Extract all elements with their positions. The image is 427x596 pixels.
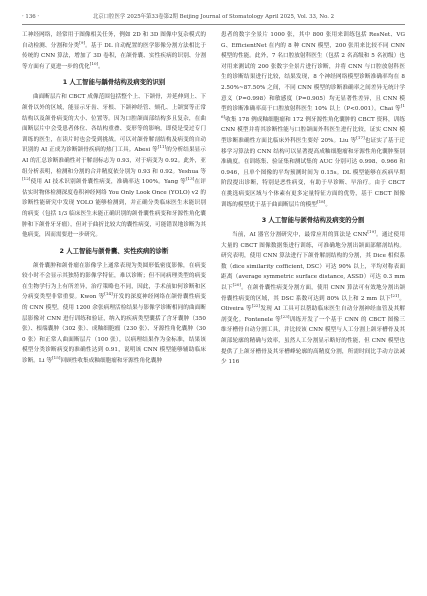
citation-ref: [15] [52,355,61,361]
journal-citation-line: 北京口腔医学 2025年第33卷第2期 Beijing Journal of Stomatology April 2025, Vol. 33, No. 2 [92,14,335,20]
citation-ref: [10] [89,60,99,66]
left-column [22,30,206,367]
paragraph-section-2: 颌骨囊肿和颌骨瘤在影像学上通常表现为类圆形低密度影像，在病变较小时不会显示其独特的影像学特征，难以诊断；但不同病理类型的病变在生物学行为上有所差异，治疗策略也不同，因此，手术前如何诊断和区分病变类型非常重要。Kwon 等[14]开发的深度神经网络在颌骨囊性病变的 CNN 模型，使用 1200 余张病理活检结果与影像学诊断相同的曲面断层影像对 CNN 进行训练和验证，纳入的疾病类型囊括了含牙囊肿（350 张）、根端囊肿（302 张）、成釉细胞瘤（230 张）、牙源性角化囊肿（300 张）和正常人曲面断层片（100 张），以病理结果作为金标准，结果该模型分类诊断病变的准确性达到 0.91，说明该 CNN 模型能够辅助临床诊断。Li 等[15]回顾性收集成釉细胞瘤和牙源性角化囊肿 [22,262,207,365]
citation-ref: [20] [232,282,242,288]
citation-ref: [12] [22,176,31,182]
citation-ref: [16] [221,103,405,119]
citation-ref: [17] [356,134,365,140]
citation-ref: [18] [316,198,326,204]
citation-ref: [19] [367,229,376,235]
citation-ref: [11] [157,144,167,150]
section-heading-2: 2 人工智能与颌骨囊、实性疾病的诊断 [59,246,169,255]
citation-ref: [22] [251,303,261,309]
paragraph-section-1: 曲面断层片和 CBCT 成像范围包括整个上、下颌骨，并延伸到上、下颌骨以外的区域，能显示牙齿、牙根、下颌神经管、颏孔、上颌窦等正常结构以及颌骨病变的大小、位置等。因为口腔颌面部结构多且复杂，在曲面断层片中会受患者体位、各结构重叠、变形等的影响，即使是受过专门训练的医生，在读片时也会受到挑战。可以对颌骨解剖结构及病变的自动识别的 AI 正成为诊断颌骨疾病的热门工具。Abesi 等[11]的分析结果显示 AI 的汇总诊断准确性对于解剖标志为 0.93，对于病变为 0.92。此外，亚组分析表明，检测和分割的合并精度依分别为 0.93 和 0.92。Yeshua 等[12]使用 AI 技术识别颌骨囊性病变，准确率达 100%。Yang 等[13]在评估实时物体检测深度卷积神经网络 You Only Look Once (YOLO) v2 的诊断性能研究中发现 YOLO 能够检测到，并正确分类临床医生未能识别的病变（包括 1/3 临床医生未能正确识别的颌骨囊性病变和牙源性角化囊肿和下颌骨牙牙瘤），但对于曲折比较大的囊性病变，可能错误地诊断为其他病变，因而需要进一步研究。 [22,94,207,239]
section-heading-1: 1 人工智能与龋骨结构及病变的识别 [62,78,166,87]
citation-ref: [14] [104,291,113,297]
header-rule [22,24,405,25]
paragraph-section-3: 当前，AI 器官分割研究中，最常应用的算法是 CNN[19]。通过使用大量的 CBCT 图像数据集进行训练，可准确地分割出颌面部解剖结构。研究表明，使用 CNN 算法进行下颌骨解剖结构的分割，其 Dice 相似系数（dice similarity cofficient, DSC）可达 90% 以上，平均对称表面距离（average symmetric surface distance, ASSD）可达 0.3 mm 以下[20]。在颌骨囊性病变分割方面，使用 CNN 算法可有效地分割出颌骨囊性病变的区域，其 DSC 系数可达到 80% 以上和 2 mm 以下[21]。Oliveira 等[22]发现 AI 工具可以帮助临床医生自动分割神经血管及其解剖变化。Fontenele 等[23]训练开发了一个基于 CNN 的 CBCT 图像三维牙槽骨自动分割工具，并比较该 CNN 模型与人工分割上颌牙槽骨及其颌部轮廓的精确与效率，虽然人工分割显示略好的性能，但 CNN 模型也提供了上颌牙槽骨及其牙槽峰轮廓的高精度分割，所需时间比手动方法减少 116 [221,229,406,366]
citation-ref: [23] [281,313,290,319]
citation-ref: [9] [79,39,86,45]
right-column [221,30,405,368]
citation-ref: [21] [390,292,400,298]
paragraph-section-2-continuation: 患者的数字全景片 1000 张，其中 800 张用来训练包括 ResNet、VGG、EfficientNet 在内的 8 种 CNN 模型，200 张用来比较不同 CNN 模型的性能。此外，7 名口腔放射科医生（包括 2 名高级和 5 名初级）也对用来测试的 200 张数字全景片进行诊断，并将 CNN 与口腔放射科医生的诊断结果进行比较，结果发现，8 个神经网络模型诊断准确率均在 82.50%~87.50% 之间，不同 CNN 模型的诊断准确率之间差异无统计学意义（P=0.998）和敏感度（P=0.905）均无显著性差异，且 CNN 模型的诊断准确率高于口腔放射科医生 10% 以上（P<0.001）。Chai 等[16]收集 178 例成釉细胞瘤和 172 例牙源性角化囊肿的 CBCT 资料，训练 CNN 模型并将其诊断性能与口腔颌面外科医生进行比较，证实 CNN 模型诊断准确性方面比临床外科医生要好 20%。Liu 等[17]也证实了基于迁移学习算法的 CNN 结构可以显著提高成釉细胞瘤和牙源性角化囊肿鉴别准确度。在训练集、验证集和测试集的 AUC 分别可达 0.998、0.966 和 0.946，且单个图像的平均预测时间为 0.15s。DL 模型能够在疾病早期阶段提出诊断，特别是恶性病变，有助于早诊断、早治疗。由于 CBCT 在挑选病变区域与个体素有更多定量特征方面的优势，基于 CBCT 图像训练的模型优于基于曲面断层片的模型[18]。 [221,32,405,208]
page-number: · 136 · [22,14,40,20]
citation-ref: [13] [185,176,195,182]
section-heading-3: 3 人工智能与颌骨结构及病变的分割 [261,216,365,225]
paragraph-intro-continuation: 工神经网络，经常用于图像相关任务，例如 2D 和 3D 图像中复杂模式的自动检测、分割和分类[9]。基于 DL 自动配置的医学影像分割方法相比于传统的 CNN 算法，增加了 3D 卷积，在颌骨囊、实性疾病的识别、分割等方面有了更进一步的优化[10]。 [22,32,206,70]
running-header [22,12,405,22]
